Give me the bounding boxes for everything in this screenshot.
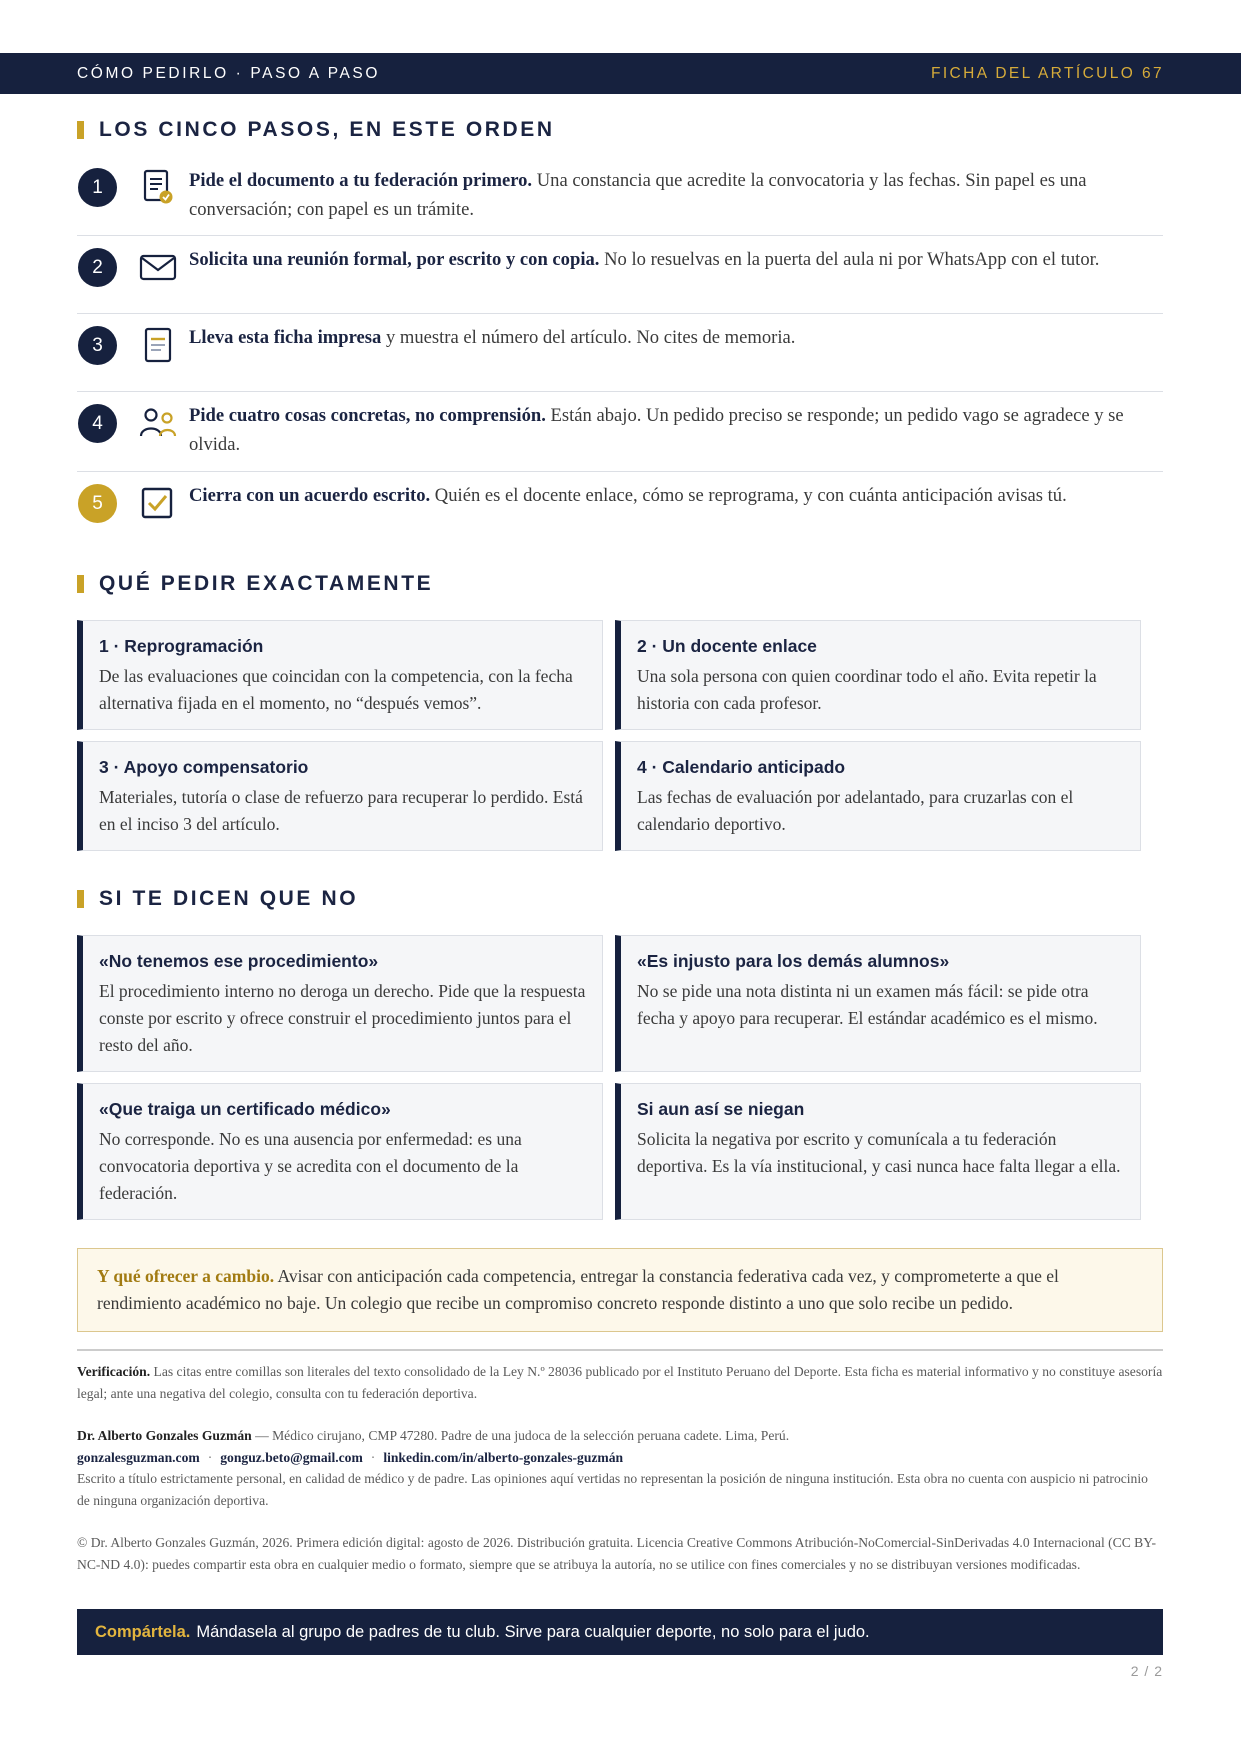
heading-accent-bar bbox=[77, 890, 84, 908]
step-bold-text: Pide cuatro cosas concretas, no comprensión. bbox=[189, 405, 546, 426]
step-number: 2 bbox=[78, 248, 117, 287]
objection-card-4 bbox=[615, 1083, 1141, 1220]
step-text bbox=[189, 481, 1163, 510]
offer-body-text: Avisar con anticipación cada competencia, entregar la constancia federativa cada vez, y comprometerte a que el rendimiento académico no baje. Un colegio que recibe un compromiso concreto responde distinto a uno que solo recibe un pedido. bbox=[97, 1266, 1059, 1313]
card-body: Solicita la negativa por escrito y comunícala a tu federación deportiva. Es la vía institucional, y casi nunca hace falta llegar a ella. bbox=[637, 1129, 1121, 1176]
author-block bbox=[77, 1425, 1163, 1511]
card-body: No corresponde. No es una ausencia por enfermedad: es una convocatoria deportiva y se acredita con el documento de la federación. bbox=[99, 1129, 522, 1203]
step-body-text: y muestra el número del artículo. No cites de memoria. bbox=[381, 327, 796, 348]
author-disclaimer: Escrito a título estrictamente personal, en calidad de médico y de padre. Las opiniones aquí vertidas no representan la posición de ninguna institución. Esta obra no cuenta con auspicio ni patrocinio de ninguna organización deportiva. bbox=[77, 1471, 1148, 1508]
step-text bbox=[189, 323, 1163, 352]
step-body-text: Una constancia que acredite la convocatoria y las fechas. Sin papel es una conversación; con papel es un trámite. bbox=[189, 170, 1087, 220]
step-3 bbox=[77, 314, 1163, 392]
header-right-label: FICHA DEL ARTÍCULO 67 bbox=[930, 64, 1164, 82]
step-5 bbox=[77, 472, 1163, 542]
card-title: 1 · Reprogramación bbox=[99, 636, 264, 656]
heading-accent-bar bbox=[77, 121, 84, 139]
heading-accent-bar bbox=[77, 575, 84, 593]
card-title: «No tenemos ese procedimiento» bbox=[99, 951, 379, 971]
card-body: Una sola persona con quien coordinar todo el año. Evita repetir la historia con cada profesor. bbox=[637, 666, 1097, 713]
author-description: — Médico cirujano, CMP 47280. Padre de una judoca de la selección peruana cadete. Lima, Perú. bbox=[251, 1428, 790, 1443]
document-check-icon bbox=[139, 168, 177, 206]
ask-section-heading bbox=[77, 572, 433, 596]
page-number: 2 / 2 bbox=[1130, 1663, 1163, 1679]
step-body-text: No lo resuelvas en la puerta del aula ni por WhatsApp con el tutor. bbox=[599, 249, 1100, 270]
header-bar bbox=[0, 53, 1241, 94]
link-separator: · bbox=[370, 1449, 376, 1465]
offer-bold-text: Y qué ofrecer a cambio. bbox=[97, 1266, 275, 1286]
author-name: Dr. Alberto Gonzales Guzmán bbox=[77, 1428, 252, 1443]
objection-card-2 bbox=[615, 935, 1141, 1072]
card-title: 3 · Apoyo compensatorio bbox=[99, 757, 309, 777]
step-text bbox=[189, 166, 1163, 224]
step-2 bbox=[77, 236, 1163, 314]
share-text: Mándasela al grupo de padres de tu club. Sirve para cualquier deporte, no solo para el judo. bbox=[196, 1622, 870, 1641]
ask-card-3 bbox=[77, 741, 603, 851]
ask-cards-grid bbox=[77, 620, 1141, 851]
ask-card-4 bbox=[615, 741, 1141, 851]
card-title: «Es injusto para los demás alumnos» bbox=[637, 951, 950, 971]
divider bbox=[77, 1349, 1163, 1351]
verification-text: Las citas entre comillas son literales del texto consolidado de la Ley N.º 28036 publicado por el Instituto Peruano del Deporte. Esta ficha es material informativo y no constituye asesoría legal; ante una negativa del colegio, consulta con tu federación deportiva. bbox=[77, 1364, 1163, 1401]
envelope-icon bbox=[139, 248, 177, 286]
card-body: Materiales, tutoría o clase de refuerzo para recuperar lo perdido. Está en el inciso 3 del artículo. bbox=[99, 787, 583, 834]
header-left-label: CÓMO PEDIRLO · PASO A PASO bbox=[77, 64, 381, 82]
link-separator: · bbox=[207, 1449, 213, 1465]
step-text bbox=[189, 401, 1163, 459]
ask-card-1 bbox=[77, 620, 603, 730]
website-link[interactable]: gonzalesguzman.com bbox=[77, 1449, 200, 1465]
checkbox-icon bbox=[139, 484, 177, 522]
step-bold-text: Pide el documento a tu federación primero. bbox=[189, 170, 533, 191]
author-line bbox=[77, 1425, 1163, 1447]
objections-cards-grid bbox=[77, 935, 1141, 1220]
card-title: 4 · Calendario anticipado bbox=[637, 757, 846, 777]
no-section-heading bbox=[77, 887, 358, 911]
objection-card-1 bbox=[77, 935, 603, 1072]
email-link[interactable]: gonguz.beto@gmail.com bbox=[220, 1449, 363, 1465]
step-1 bbox=[77, 158, 1163, 236]
card-title: Si aun así se niegan bbox=[637, 1099, 805, 1119]
card-title: «Que traiga un certificado médico» bbox=[99, 1099, 391, 1119]
card-body: El procedimiento interno no deroga un derecho. Pide que la respuesta conste por escrito y ofrece construir el procedimiento juntos para el resto del año. bbox=[99, 981, 586, 1055]
ask-section-title: QUÉ PEDIR EXACTAMENTE bbox=[99, 572, 434, 595]
no-section-title: SI TE DICEN QUE NO bbox=[99, 887, 359, 910]
step-bold-text: Lleva esta ficha impresa bbox=[189, 327, 382, 348]
card-body: Las fechas de evaluación por adelantado, para cruzarlas con el calendario deportivo. bbox=[637, 787, 1074, 834]
step-body-text: Están abajo. Un pedido preciso se responde; un pedido vago se agradece y se olvida. bbox=[189, 405, 1124, 455]
step-4 bbox=[77, 392, 1163, 472]
step-bold-text: Cierra con un acuerdo escrito. bbox=[189, 485, 431, 506]
card-body: De las evaluaciones que coincidan con la competencia, con la fecha alternativa fijada en el momento, no “después vemos”. bbox=[99, 666, 573, 713]
card-title: 2 · Un docente enlace bbox=[637, 636, 817, 656]
step-number: 4 bbox=[78, 404, 117, 443]
people-icon bbox=[139, 404, 177, 442]
step-text bbox=[189, 245, 1163, 274]
linkedin-link[interactable]: linkedin.com/in/alberto-gonzales-guzmán bbox=[383, 1449, 624, 1465]
offer-callout bbox=[77, 1248, 1163, 1332]
verification-bold: Verificación. bbox=[77, 1364, 151, 1379]
verification-note bbox=[77, 1361, 1163, 1404]
steps-section-heading bbox=[77, 118, 555, 142]
card-body: No se pide una nota distinta ni un examen más fácil: se pide otra fecha y apoyo para recuperar. El estándar académico es el mismo. bbox=[637, 981, 1098, 1028]
step-number: 3 bbox=[78, 326, 117, 365]
steps-list bbox=[77, 158, 1163, 542]
copyright-note: © Dr. Alberto Gonzales Guzmán, 2026. Primera edición digital: agosto de 2026. Distribución gratuita. Licencia Creative Commons Atribución-NoComercial-SinDerivadas 4.0 Internacional (CC BY-NC-ND 4.0): puedes compartir esta obra en cualquier medio o formato, siempre que se atribuya la autoría, no se utilice con fines comerciales y no se distribuyan versiones modificadas. bbox=[77, 1535, 1157, 1572]
steps-section-title: LOS CINCO PASOS, EN ESTE ORDEN bbox=[99, 118, 555, 141]
printed-sheet-icon bbox=[139, 326, 177, 364]
ask-card-2 bbox=[615, 620, 1141, 730]
author-links bbox=[77, 1447, 1163, 1469]
step-number: 1 bbox=[78, 168, 117, 207]
step-body-text: Quién es el docente enlace, cómo se reprograma, y con cuánta anticipación avisas tú. bbox=[430, 485, 1067, 506]
objection-card-3 bbox=[77, 1083, 603, 1220]
share-banner bbox=[77, 1609, 1163, 1655]
share-bold: Compártela. bbox=[95, 1622, 191, 1641]
step-number: 5 bbox=[78, 484, 117, 523]
step-bold-text: Solicita una reunión formal, por escrito y con copia. bbox=[189, 249, 600, 270]
